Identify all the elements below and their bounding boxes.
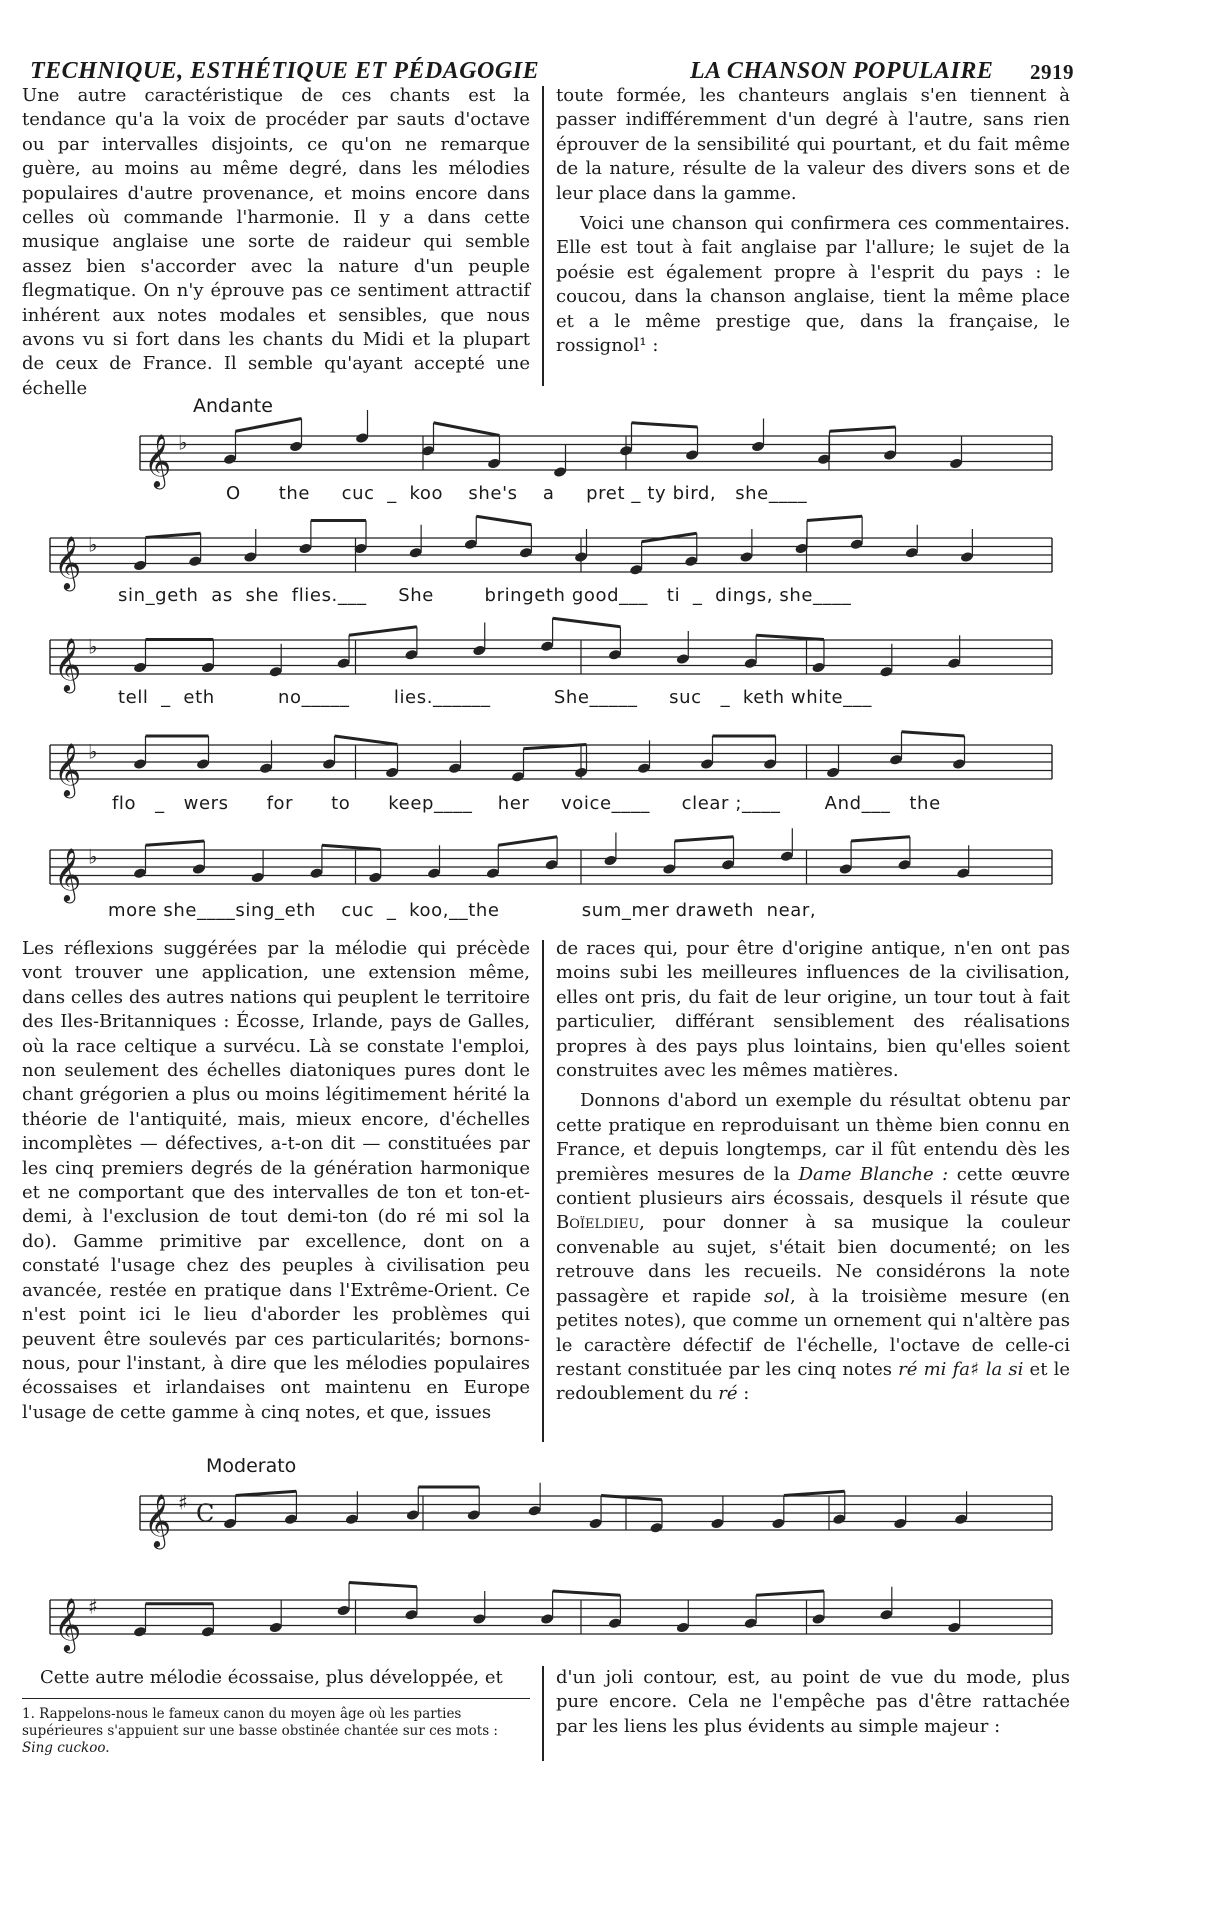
flat-icon: ♭ [88, 634, 98, 659]
beam [349, 1583, 417, 1587]
beam [322, 845, 381, 849]
paragraph: toute formée, les chanteurs anglais s'en tiennent à passer indifféremment d'un degré à l'autre, sans rien éprouver de la sensibilité qui pourtant, et du fait même de la nature, résulte de la valeur des divers sons et de leur place dans la gamme. [556, 85, 1070, 204]
paragraph: d'un joli contour, est, au point de vue du mode, plus pure encore. Cela ne l'empêche pas d'être rattachée par les liens les plus évidents au simple majeur : [556, 1667, 1070, 1737]
staff-lines [140, 436, 1052, 470]
beam [335, 736, 398, 745]
beam [498, 837, 557, 846]
staff-system [50, 840, 1052, 900]
paragraph: Une autre caractéristique de ces chants est la tendance qu'a la voix de procéder par sauts d'octave ou par intervalles disjoints, ce qu'on ne remarque guère, au moins au même degré, dans les mélodies populaires d'autre provenance, et moins encore dans celles où commande l'harmonie. Il y a dans cette musique anglaise une sorte de raideur qui semble assez bien s'accorder avec la nature d'un peuple flegmatique. On n'y éprouve pas ce sentiment attractif inhérent aux notes modales et sensibles, que nous avons vu si fort dans les chants du Midi et la plupart de ceux de France. Il semble qu'ayant accepté une échelle [22, 85, 530, 399]
beam [349, 627, 417, 636]
staff-system [50, 1590, 1052, 1660]
treble-clef-icon: 𝄞 [144, 1493, 172, 1547]
paragraph: Les réflexions suggérées par la mélodie qui précède vont trouver une application, une extension même, dans celles des autres nations qui peuplent le territoire des Iles-Britanniques : Écosse, Irlande, pays de Galles, où la race celtique a survécu. Là se constate l'emploi, non seulement des échelles diatoniques pures dont le chant grégorien a plus ou moins légitimement hérité la théorie de l'antiquité, mais, mieux encore, d'échelles incomplètes — défectives, a-t-on dit — constituées par les cinq premiers degrés de la génération harmonique et ne comportant que des intervalles de ton et ton-et-demi, à l'exclusion de tout demi-ton (do ré mi sol la do). Gamme primitive par excellence, dont on a constaté l'usage chez des peuples à civilisation peu avancée, restée en pratique dans l'Extrême-Orient. Ce n'est point ici le lieu d'aborder les problèmes qui peuvent être soulevés par ces particularités; bornons-nous, pour l'instant, à dire que les mélodies populaires écossaises et irlandaises ont maintenu en Europe l'usage de cette gamme à cinq notes, et que, issues [22, 938, 530, 1423]
page-number: 2919 [1030, 60, 1074, 84]
paragraph: Voici une chanson qui confirmera ces commentaires. Elle est tout à fait anglaise par l'allure; le sujet de la poésie est également propre à l'esprit du pays : le coucou, dans la chanson anglaise, tient la même place et a le même prestige que, dans la française, le rossignol¹ : [556, 213, 1070, 357]
beam [236, 419, 302, 432]
paragraph: Cette autre mélodie écossaise, plus développée, et [40, 1667, 503, 1688]
tempo-marking: Moderato [206, 1455, 297, 1477]
beam [756, 1591, 824, 1595]
beam [236, 1491, 297, 1495]
flat-icon: ♭ [88, 532, 98, 557]
beam [632, 423, 698, 427]
staff-system [50, 528, 1052, 588]
lyric-line: O the cuc _ koo she's a pret _ ty bird, she____ [226, 483, 808, 504]
staff-system [140, 426, 1052, 486]
text-column-mid-left [22, 937, 530, 1425]
common-time-icon: C [196, 1499, 215, 1528]
flat-icon: ♭ [88, 844, 98, 869]
treble-clef-icon: 𝄞 [54, 847, 82, 901]
beam [675, 837, 734, 841]
treble-clef-icon: 𝄞 [54, 742, 82, 796]
text-column-bottom-right [556, 1666, 1070, 1739]
treble-clef-icon: 𝄞 [144, 433, 172, 487]
lyric-line: more she____sing_eth cuc _ koo,__the sum_mer draweth near, [108, 900, 817, 921]
beam [146, 533, 201, 537]
staff-system [140, 1486, 1052, 1556]
lyric-line: sin_geth as she flies.___ She bringeth good___ ti _ dings, she____ [118, 585, 852, 606]
text-column-top-right [556, 84, 1070, 358]
text-column-top-left [22, 84, 530, 401]
lyric-line: tell _ eth no_____ lies.______ She_____ suc _ keth white___ [118, 687, 872, 708]
beam [784, 1491, 845, 1495]
column-rule [542, 940, 544, 1442]
staff-system [50, 630, 1052, 690]
beam [756, 635, 824, 639]
footnote: 1. Rappelons-nous le fameux canon du moyen âge où les parties supérieures s'appuient sur une basse obstinée chantée sur ces mots : Sing cuckoo. [22, 1706, 498, 1756]
flat-icon: ♭ [178, 430, 188, 455]
beam [476, 516, 531, 525]
sharp-icon: ♯ [88, 1594, 98, 1619]
beam [146, 841, 205, 845]
sharp-icon: ♯ [178, 1490, 188, 1515]
running-header-left: TECHNIQUE, ESTHÉTIQUE ET PÉDAGOGIE [30, 58, 540, 84]
beam [553, 1591, 621, 1595]
beam [807, 516, 862, 520]
running-header-right: LA CHANSON POPULAIRE [690, 58, 994, 84]
treble-clef-icon: 𝄞 [54, 1597, 82, 1651]
beam [553, 618, 621, 627]
column-rule [542, 86, 544, 386]
treble-clef-icon: 𝄞 [54, 535, 82, 589]
beam [902, 732, 965, 736]
paragraph: Donnons d'abord un exemple du résultat obtenu par cette pratique en reproduisant un thème bien connu en France, et depuis longtemps, car il fût entendu dès les premières mesures de la Dame Blanche : cette œuvre contient plusieurs airs écossais, desquels il résute que Boïeldieu, pour donner à sa musique la couleur convenable au sujet, s'était bien documenté; on les retrouve dans les recueils. Ne considérons la note passagère et rapide sol, à la troisième mesure (en petites notes), que comme un ornement qui n'altère pas le caractère défectif de l'échelle, l'octave de celle-ci restant constituée par les cinq notes ré mi fa♯ la si et le redoublement du ré : [556, 1090, 1070, 1405]
footnote-rule [22, 1698, 530, 1699]
column-rule [542, 1666, 544, 1761]
beam [851, 837, 910, 841]
lyric-line: flo _ wers for to keep____ her voice____ clear ;____ And___ the [112, 793, 941, 814]
text-column-mid-right [556, 937, 1070, 1407]
beam [830, 427, 896, 431]
treble-clef-icon: 𝄞 [54, 637, 82, 691]
staff-system [50, 735, 1052, 795]
tempo-marking: Andante [193, 395, 273, 417]
flat-icon: ♭ [88, 739, 98, 764]
text-column-bottom-left [40, 1666, 530, 1690]
beam [434, 423, 500, 436]
paragraph: de races qui, pour être d'origine antique, n'en ont pas moins subi les meilleures influences de la civilisation, elles ont pris, du fait de leur origine, un tour tout à fait particulier, différant sensiblement des réalisations propres à des pays plus lointains, bien qu'elles soient construites avec les mêmes matières. [556, 938, 1070, 1082]
